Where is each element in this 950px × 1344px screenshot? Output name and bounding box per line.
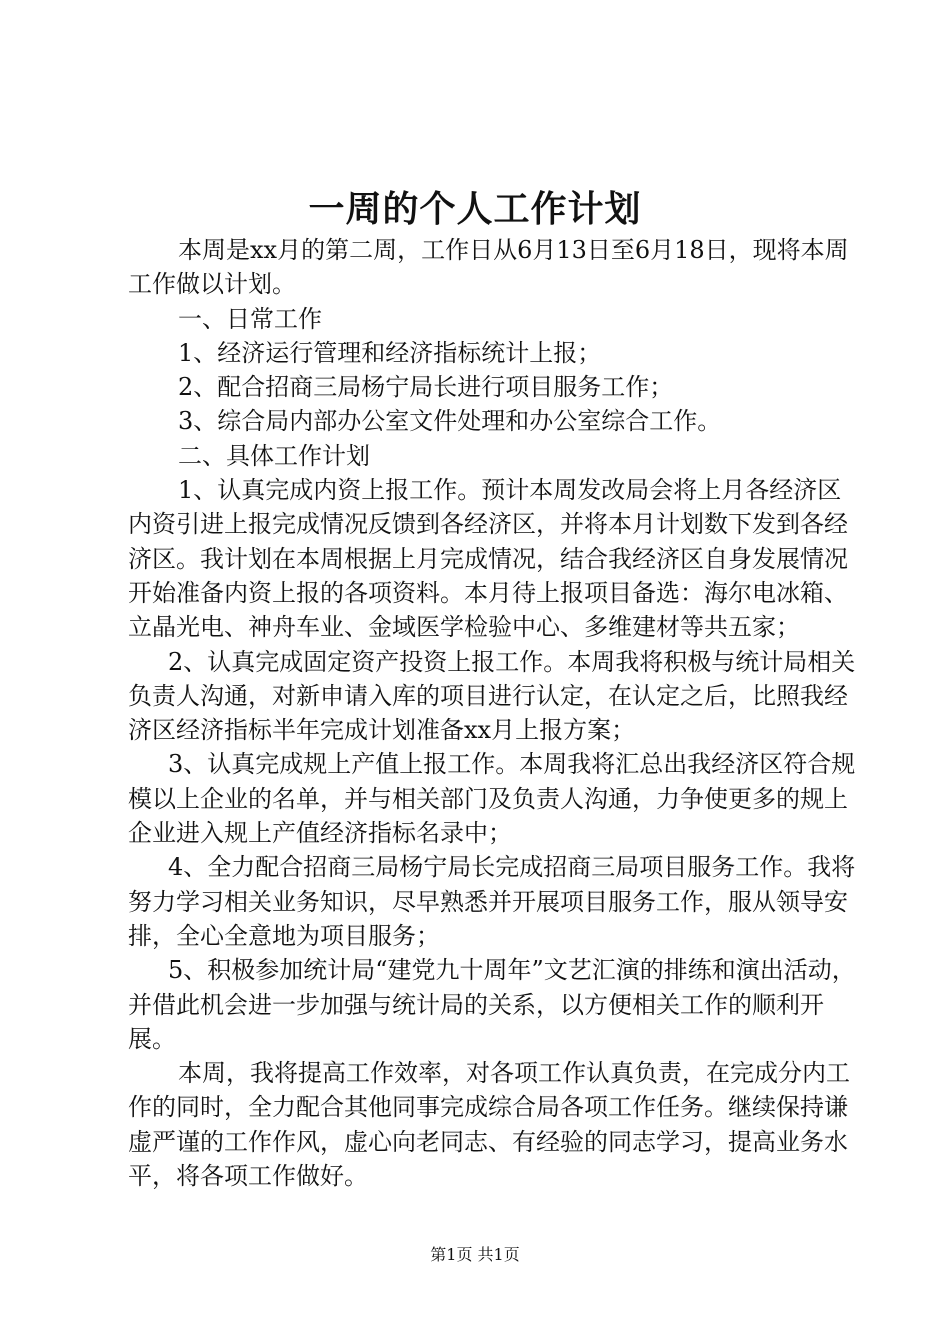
daily-work-item-2: 2、配合招商三局杨宁局长进行项目服务工作； — [178, 373, 674, 402]
specific-plan-item-1: 1、认真完成内资上报工作。预计本周发改局会将上月各经济区内资引进上报完成情况反馈到各经济区，并将本月计划数下发到各经济区。我计划在本周根据上月完成情况，结合我经济区自身发展情况开始准备内资上报的各项资料。本月待上报项目备选：海尔电冰箱、立晶光电、神舟车业、金域医学检验中心、多维建材等共五家； — [128, 476, 848, 642]
section-heading-daily-work: 一、日常工作 — [178, 304, 322, 333]
daily-work-item-1: 1、经济运行管理和经济指标统计上报； — [178, 338, 602, 367]
specific-plan-item-4: 4、全力配合招商三局杨宁局长完成招商三局项目服务工作。我将努力学习相关业务知识，尽早熟悉并开展项目服务工作，服从领导安排，全心全意地为项目服务； — [128, 853, 856, 950]
document-body — [128, 233, 863, 1193]
page-footer: 第1页 共1页 — [430, 1245, 520, 1264]
specific-plan-item-5: 5、积极参加统计局“建党九十周年”文艺汇演的排练和演出活动，并借此机会进一步加强与统计局的关系，以方便相关工作的顺利开展。 — [128, 956, 856, 1053]
intro-paragraph: 本周是xx月的第二周，工作日从6月13日至6月18日，现将本周工作做以计划。 — [128, 236, 849, 299]
section-heading-specific-plan: 二、具体工作计划 — [178, 441, 370, 470]
closing-paragraph: 本周，我将提高工作效率，对各项工作认真负责，在完成分内工作的同时，全力配合其他同事完成综合局各项工作任务。继续保持谦虚严谨的工作作风，虚心向老同志、有经验的同志学习，提高业务水平，将各项工作做好。 — [128, 1059, 850, 1191]
document-title: 一周的个人工作计划 — [308, 188, 642, 230]
specific-plan-item-2: 2、认真完成固定资产投资上报工作。本周我将积极与统计局相关负责人沟通，对新申请入库的项目进行认定，在认定之后，比照我经济区经济指标半年完成计划准备xx月上报方案； — [128, 647, 856, 745]
specific-plan-item-3: 3、认真完成规上产值上报工作。本周我将汇总出我经济区符合规模以上企业的名单，并与相关部门及负责人沟通，力争使更多的规上企业进入规上产值经济指标名录中； — [128, 750, 856, 848]
daily-work-item-3: 3、综合局内部办公室文件处理和办公室综合工作。 — [178, 407, 722, 436]
